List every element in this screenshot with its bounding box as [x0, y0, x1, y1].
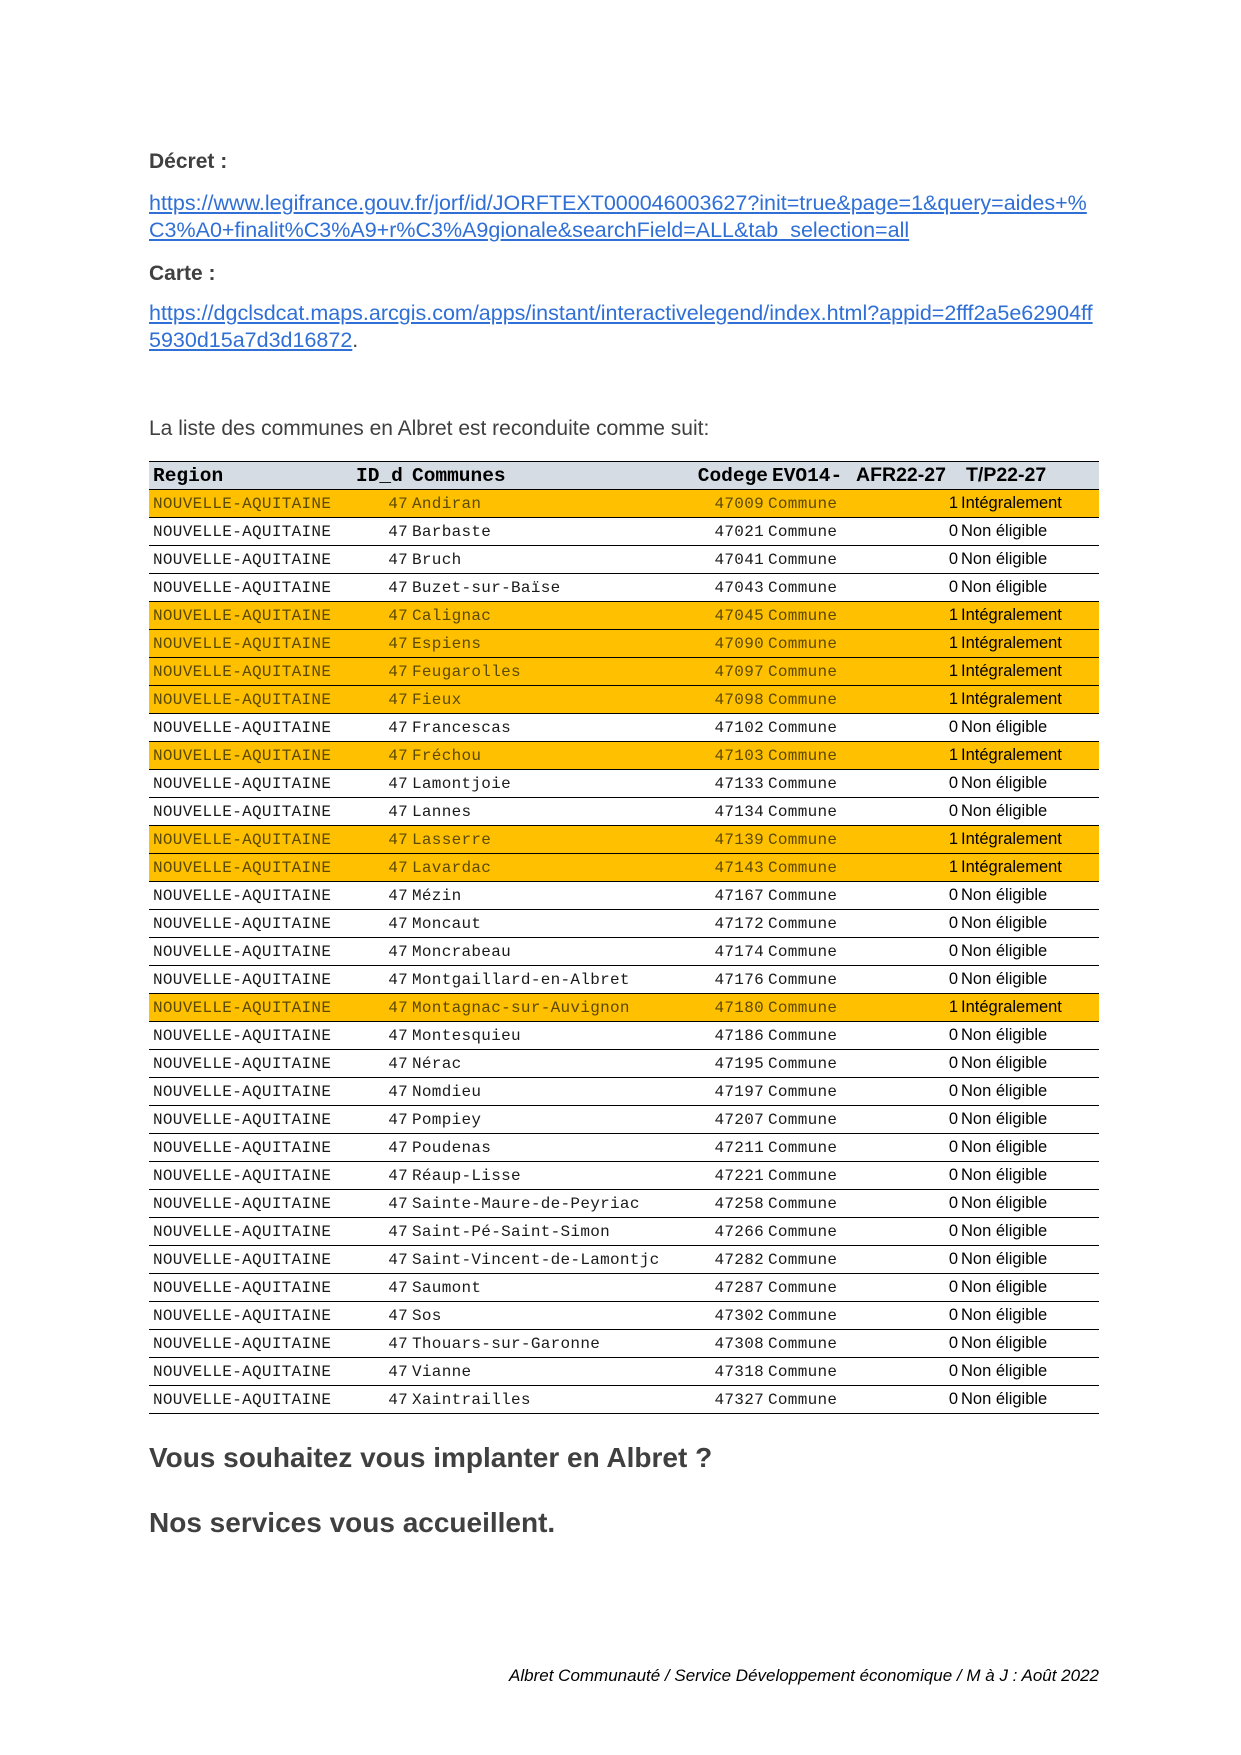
cell-id: 47 [388, 802, 408, 821]
cell-afr-value: 0 [948, 802, 958, 820]
cell-code: 47021 [714, 522, 764, 541]
carte-label: Carte : [149, 262, 216, 285]
cell-afr-value: 0 [948, 1138, 958, 1156]
cell-type: Commune [768, 1334, 838, 1353]
cell-code: 47133 [714, 774, 764, 793]
cell-status: Non éligible [961, 1334, 1048, 1352]
cell-code: 47098 [714, 690, 764, 709]
cell-afr-value: 0 [948, 1054, 958, 1072]
cell-region: NOUVELLE-AQUITAINE [153, 606, 332, 625]
table-row [149, 574, 1099, 602]
table-row [149, 1134, 1099, 1162]
table-row [149, 1218, 1099, 1246]
cell-type: Commune [768, 830, 838, 849]
decret-link[interactable]: https://www.legifrance.gouv.fr/jorf/id/JORFTEXT000046003627?init=true&page=1&query=aides+%C3%A0+finalit%C3%A9+r%C3%A9gionale&searchField=ALL&tab_selection=all [149, 191, 1087, 242]
cell-code: 47195 [714, 1054, 764, 1073]
cell-afr-value: 0 [948, 942, 958, 960]
cell-type: Commune [768, 1306, 838, 1325]
table-row [149, 770, 1099, 798]
cell-region: NOUVELLE-AQUITAINE [153, 774, 332, 793]
cell-afr-value: 0 [948, 1390, 958, 1408]
cell-id: 47 [388, 774, 408, 793]
cell-commune: Lamontjoie [412, 774, 512, 793]
cell-afr-value: 1 [948, 606, 958, 624]
cell-id: 47 [388, 1250, 408, 1269]
cell-status: Intégralement [961, 858, 1062, 876]
cell-code: 47009 [714, 494, 764, 513]
table-row [149, 714, 1099, 742]
table-row [149, 938, 1099, 966]
cell-region: NOUVELLE-AQUITAINE [153, 718, 332, 737]
cell-code: 47134 [714, 802, 764, 821]
cell-afr-value: 0 [948, 1194, 958, 1212]
cell-region: NOUVELLE-AQUITAINE [153, 1166, 332, 1185]
table-row [149, 518, 1099, 546]
table-row [149, 1386, 1099, 1414]
cell-code: 47327 [714, 1390, 764, 1409]
cell-commune: Poudenas [412, 1138, 492, 1157]
cell-type: Commune [768, 1222, 838, 1241]
cell-type: Commune [768, 522, 838, 541]
cell-type: Commune [768, 746, 838, 765]
cell-region: NOUVELLE-AQUITAINE [153, 1194, 332, 1213]
cell-commune: Feugarolles [412, 662, 521, 681]
cell-status: Non éligible [961, 1390, 1048, 1408]
cell-afr-value: 0 [948, 1362, 958, 1380]
cell-commune: Sainte-Maure-de-Peyriac [412, 1194, 640, 1213]
cell-status: Non éligible [961, 1362, 1048, 1380]
cta-subheading: Nos services vous accueillent. [149, 1507, 556, 1538]
decret-label: Décret : [149, 150, 228, 173]
cell-code: 47139 [714, 830, 764, 849]
cell-region: NOUVELLE-AQUITAINE [153, 522, 332, 541]
cell-id: 47 [388, 914, 408, 933]
cell-code: 47211 [714, 1138, 764, 1157]
cell-code: 47172 [714, 914, 764, 933]
cell-type: Commune [768, 578, 838, 597]
cell-type: Commune [768, 634, 838, 653]
carte-link-wrapper [149, 300, 1099, 354]
cell-region: NOUVELLE-AQUITAINE [153, 1110, 332, 1129]
cell-code: 47167 [714, 886, 764, 905]
cell-commune: Saint-Vincent-de-Lamontjc [412, 1250, 660, 1269]
cell-region: NOUVELLE-AQUITAINE [153, 1362, 332, 1381]
cell-afr-value: 1 [948, 998, 958, 1016]
intro-text: La liste des communes en Albret est reconduite comme suit: [149, 417, 710, 440]
cell-status: Non éligible [961, 1278, 1048, 1296]
cell-afr-value: 0 [948, 1110, 958, 1128]
cell-type: Commune [768, 886, 838, 905]
table-row [149, 1106, 1099, 1134]
cell-afr-value: 0 [948, 970, 958, 988]
table-row [149, 490, 1099, 518]
table-header-row [149, 462, 1099, 490]
cell-commune: Espiens [412, 634, 482, 653]
cell-status: Intégralement [961, 690, 1062, 708]
cell-type: Commune [768, 1194, 838, 1213]
cell-type: Commune [768, 802, 838, 821]
cell-commune: Saint-Pé-Saint-Simon [412, 1222, 611, 1241]
cell-code: 47186 [714, 1026, 764, 1045]
cell-status: Non éligible [961, 914, 1048, 932]
cell-commune: Bruch [412, 550, 462, 569]
cell-type: Commune [768, 1110, 838, 1129]
cell-code: 47221 [714, 1166, 764, 1185]
cell-status: Intégralement [961, 606, 1062, 624]
cell-region: NOUVELLE-AQUITAINE [153, 914, 332, 933]
cell-status: Non éligible [961, 550, 1048, 568]
cell-commune: Fréchou [412, 746, 482, 765]
table-row [149, 1050, 1099, 1078]
cell-code: 47266 [714, 1222, 764, 1241]
cell-afr-value: 1 [948, 494, 958, 512]
cell-commune: Lannes [412, 802, 472, 821]
carte-link[interactable]: https://dgclsdcat.maps.arcgis.com/apps/instant/interactivelegend/index.html?appid=2fff2a5e62904ff5930d15a7d3d16872 [149, 301, 1093, 352]
cell-commune: Thouars-sur-Garonne [412, 1334, 601, 1353]
cell-afr-value: 0 [948, 1278, 958, 1296]
cell-status: Non éligible [961, 970, 1048, 988]
cell-status: Non éligible [961, 1166, 1048, 1184]
cell-type: Commune [768, 662, 838, 681]
cell-id: 47 [388, 1110, 408, 1129]
cell-type: Commune [768, 1250, 838, 1269]
cell-commune: Pompiey [412, 1110, 482, 1129]
cell-status: Intégralement [961, 746, 1062, 764]
cell-code: 47197 [714, 1082, 764, 1101]
cell-type: Commune [768, 858, 838, 877]
table-row [149, 1302, 1099, 1330]
cell-code: 47045 [714, 606, 764, 625]
cell-commune: Montagnac-sur-Auvignon [412, 998, 630, 1017]
cell-status: Non éligible [961, 522, 1048, 540]
cell-code: 47207 [714, 1110, 764, 1129]
cell-id: 47 [388, 1138, 408, 1157]
cell-id: 47 [388, 578, 408, 597]
cell-region: NOUVELLE-AQUITAINE [153, 942, 332, 961]
cell-status: Non éligible [961, 802, 1048, 820]
cell-commune: Moncaut [412, 914, 482, 933]
cell-commune: Réaup-Lisse [412, 1166, 521, 1185]
cell-id: 47 [388, 1026, 408, 1045]
cell-status: Intégralement [961, 662, 1062, 680]
cell-type: Commune [768, 1166, 838, 1185]
cell-id: 47 [388, 1082, 408, 1101]
cell-region: NOUVELLE-AQUITAINE [153, 886, 332, 905]
cell-region: NOUVELLE-AQUITAINE [153, 1278, 332, 1297]
cell-commune: Francescas [412, 718, 512, 737]
cell-status: Non éligible [961, 942, 1048, 960]
cell-region: NOUVELLE-AQUITAINE [153, 1054, 332, 1073]
cell-type: Commune [768, 690, 838, 709]
cell-id: 47 [388, 1306, 408, 1325]
cell-id: 47 [388, 942, 408, 961]
cell-id: 47 [388, 606, 408, 625]
cell-status: Non éligible [961, 1194, 1048, 1212]
cell-status: Non éligible [961, 1222, 1048, 1240]
cell-afr-value: 1 [948, 690, 958, 708]
cell-region: NOUVELLE-AQUITAINE [153, 578, 332, 597]
cell-region: NOUVELLE-AQUITAINE [153, 1082, 332, 1101]
cell-afr-value: 0 [948, 1306, 958, 1324]
cell-region: NOUVELLE-AQUITAINE [153, 746, 332, 765]
cell-id: 47 [388, 1362, 408, 1381]
cell-id: 47 [388, 746, 408, 765]
cell-type: Commune [768, 550, 838, 569]
cell-id: 47 [388, 998, 408, 1017]
page-footer: Albret Communauté / Service Développement économique / M à J : Août 2022 [509, 1666, 1099, 1685]
cell-id: 47 [388, 830, 408, 849]
cell-type: Commune [768, 1054, 838, 1073]
table-row [149, 686, 1099, 714]
cell-afr-value: 0 [948, 774, 958, 792]
cell-afr-value: 0 [948, 1222, 958, 1240]
table-row [149, 1190, 1099, 1218]
carte-trailing-dot: . [352, 328, 359, 352]
cell-status: Intégralement [961, 634, 1062, 652]
cell-commune: Lavardac [412, 858, 492, 877]
cell-commune: Xaintrailles [412, 1390, 531, 1409]
cell-code: 47143 [714, 858, 764, 877]
communes-table [149, 461, 1099, 1414]
cell-afr-value: 0 [948, 578, 958, 596]
cell-code: 47097 [714, 662, 764, 681]
cell-region: NOUVELLE-AQUITAINE [153, 970, 332, 989]
cell-commune: Saumont [412, 1278, 482, 1297]
cell-region: NOUVELLE-AQUITAINE [153, 858, 332, 877]
cell-status: Intégralement [961, 494, 1062, 512]
cell-id: 47 [388, 522, 408, 541]
cell-afr-value: 1 [948, 634, 958, 652]
cell-id: 47 [388, 1054, 408, 1073]
table-row [149, 630, 1099, 658]
cell-type: Commune [768, 606, 838, 625]
cell-id: 47 [388, 718, 408, 737]
cta-heading: Vous souhaitez vous implanter en Albret ? [149, 1442, 713, 1473]
cell-status: Non éligible [961, 1054, 1048, 1072]
cell-code: 47103 [714, 746, 764, 765]
cell-region: NOUVELLE-AQUITAINE [153, 550, 332, 569]
table-row [149, 602, 1099, 630]
cell-type: Commune [768, 1082, 838, 1101]
cell-region: NOUVELLE-AQUITAINE [153, 1250, 332, 1269]
cell-id: 47 [388, 1334, 408, 1353]
table-row [149, 742, 1099, 770]
cell-afr-value: 0 [948, 1026, 958, 1044]
cell-type: Commune [768, 970, 838, 989]
cell-region: NOUVELLE-AQUITAINE [153, 1334, 332, 1353]
cell-code: 47308 [714, 1334, 764, 1353]
cell-commune: Calignac [412, 606, 492, 625]
cell-afr-value: 0 [948, 718, 958, 736]
cell-type: Commune [768, 1026, 838, 1045]
cell-afr-value: 0 [948, 1334, 958, 1352]
cell-id: 47 [388, 970, 408, 989]
cell-code: 47102 [714, 718, 764, 737]
cell-type: Commune [768, 494, 838, 513]
cell-id: 47 [388, 634, 408, 653]
table-row [149, 1162, 1099, 1190]
cell-code: 47287 [714, 1278, 764, 1297]
cell-code: 47318 [714, 1362, 764, 1381]
table-row [149, 546, 1099, 574]
header-region: Region [149, 462, 356, 490]
cell-region: NOUVELLE-AQUITAINE [153, 802, 332, 821]
cell-region: NOUVELLE-AQUITAINE [153, 1306, 332, 1325]
cell-type: Commune [768, 1138, 838, 1157]
table-row [149, 1022, 1099, 1050]
cell-type: Commune [768, 774, 838, 793]
cell-afr-value: 1 [948, 746, 958, 764]
cell-status: Non éligible [961, 1110, 1048, 1128]
cell-region: NOUVELLE-AQUITAINE [153, 1026, 332, 1045]
cell-status: Non éligible [961, 774, 1048, 792]
cell-code: 47282 [714, 1250, 764, 1269]
cell-id: 47 [388, 1390, 408, 1409]
cell-code: 47176 [714, 970, 764, 989]
cell-type: Commune [768, 718, 838, 737]
cell-type: Commune [768, 1362, 838, 1381]
cell-afr-value: 0 [948, 522, 958, 540]
table-row [149, 1246, 1099, 1274]
cell-commune: Montesquieu [412, 1026, 521, 1045]
cell-code: 47041 [714, 550, 764, 569]
cell-id: 47 [388, 1278, 408, 1297]
header-id: ID_d [356, 462, 412, 490]
cell-code: 47258 [714, 1194, 764, 1213]
table-row [149, 1330, 1099, 1358]
cell-status: Non éligible [961, 718, 1048, 736]
cell-commune: Vianne [412, 1362, 472, 1381]
cell-commune: Buzet-sur-Baïse [412, 578, 561, 597]
cell-id: 47 [388, 690, 408, 709]
header-communes: Communes [412, 462, 682, 490]
cell-commune: Barbaste [412, 522, 492, 541]
cell-id: 47 [388, 1222, 408, 1241]
cell-commune: Nérac [412, 1054, 462, 1073]
cell-id: 47 [388, 886, 408, 905]
cell-type: Commune [768, 942, 838, 961]
cell-type: Commune [768, 1390, 838, 1409]
cell-region: NOUVELLE-AQUITAINE [153, 634, 332, 653]
cell-region: NOUVELLE-AQUITAINE [153, 690, 332, 709]
table-row [149, 1274, 1099, 1302]
cell-afr-value: 0 [948, 886, 958, 904]
table-row [149, 826, 1099, 854]
cell-commune: Nomdieu [412, 1082, 482, 1101]
cell-afr-value: 1 [948, 830, 958, 848]
cell-region: NOUVELLE-AQUITAINE [153, 662, 332, 681]
cell-code: 47043 [714, 578, 764, 597]
cell-code: 47090 [714, 634, 764, 653]
table-row [149, 854, 1099, 882]
cell-code: 47180 [714, 998, 764, 1017]
cell-commune: Mézin [412, 886, 462, 905]
cell-id: 47 [388, 550, 408, 569]
cell-id: 47 [388, 858, 408, 877]
cell-commune: Sos [412, 1306, 442, 1325]
cell-afr-value: 0 [948, 550, 958, 568]
table-row [149, 966, 1099, 994]
cell-afr-value: 1 [948, 858, 958, 876]
cell-afr-value: 0 [948, 914, 958, 932]
header-evo: EVO14- [768, 462, 856, 490]
cell-status: Non éligible [961, 578, 1048, 596]
cell-status: Non éligible [961, 1082, 1048, 1100]
table-row [149, 882, 1099, 910]
cell-status: Non éligible [961, 886, 1048, 904]
table-row [149, 658, 1099, 686]
table-row [149, 994, 1099, 1022]
cell-commune: Lasserre [412, 830, 492, 849]
cell-type: Commune [768, 998, 838, 1017]
cell-commune: Fieux [412, 690, 462, 709]
cell-afr-value: 1 [948, 662, 958, 680]
cell-region: NOUVELLE-AQUITAINE [153, 998, 332, 1017]
table-row [149, 910, 1099, 938]
cell-status: Intégralement [961, 830, 1062, 848]
cell-commune: Montgaillard-en-Albret [412, 970, 630, 989]
cell-region: NOUVELLE-AQUITAINE [153, 830, 332, 849]
cell-status: Non éligible [961, 1026, 1048, 1044]
cell-id: 47 [388, 1194, 408, 1213]
cell-type: Commune [768, 1278, 838, 1297]
cell-region: NOUVELLE-AQUITAINE [153, 494, 332, 513]
cell-afr-value: 0 [948, 1082, 958, 1100]
cell-commune: Andiran [412, 494, 482, 513]
cell-id: 47 [388, 662, 408, 681]
cell-code: 47302 [714, 1306, 764, 1325]
cell-afr-value: 0 [948, 1250, 958, 1268]
table-body [149, 490, 1099, 1414]
cell-status: Non éligible [961, 1250, 1048, 1268]
table-row [149, 1358, 1099, 1386]
cell-id: 47 [388, 1166, 408, 1185]
cell-region: NOUVELLE-AQUITAINE [153, 1138, 332, 1157]
cell-status: Non éligible [961, 1306, 1048, 1324]
cell-type: Commune [768, 914, 838, 933]
header-codege: Codege [682, 462, 768, 490]
cell-status: Intégralement [961, 998, 1062, 1016]
cell-code: 47174 [714, 942, 764, 961]
header-tp: T/P22-27 [961, 462, 1099, 490]
cell-commune: Moncrabeau [412, 942, 512, 961]
table-row [149, 1078, 1099, 1106]
cell-region: NOUVELLE-AQUITAINE [153, 1390, 332, 1409]
cell-id: 47 [388, 494, 408, 513]
table-row [149, 798, 1099, 826]
cell-region: NOUVELLE-AQUITAINE [153, 1222, 332, 1241]
cell-afr-value: 0 [948, 1166, 958, 1184]
cell-status: Non éligible [961, 1138, 1048, 1156]
header-afr: AFR22-27 [856, 462, 961, 490]
